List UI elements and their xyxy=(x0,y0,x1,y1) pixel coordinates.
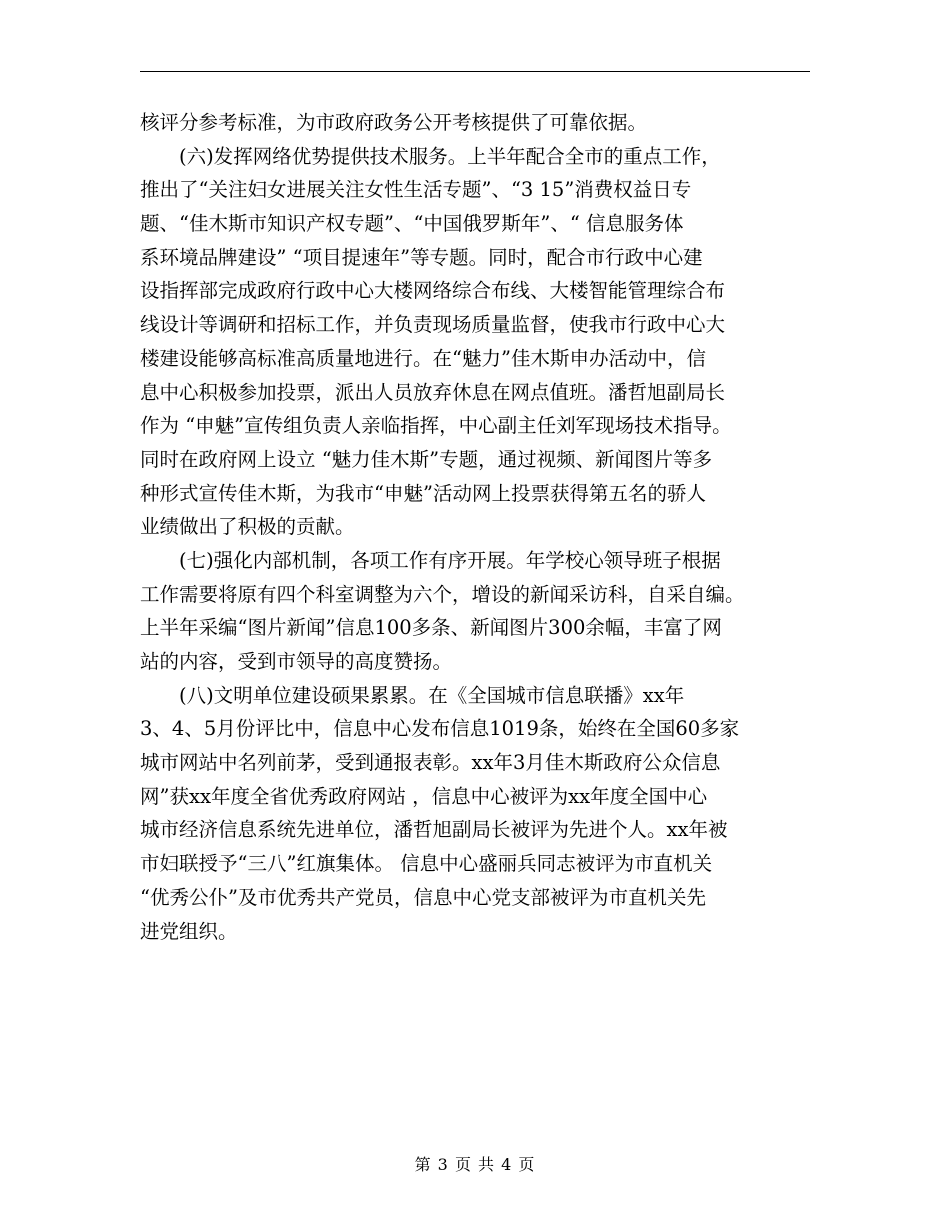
page-footer: 第 3 页 共 4 页 xyxy=(414,1155,536,1174)
text-line: 息中心积极参加投票，派出人员放弃休息在网点值班。潘哲旭副局长 xyxy=(140,380,726,404)
text-line: 推出了“关注妇女进展关注女性生活专题”、“3 15”消费权益日专 xyxy=(140,178,692,202)
text-line: 系环境品牌建设” “项目提速年”等专题。同时，配合市行政中心建 xyxy=(140,245,703,269)
text-line: 作为 “申魅”宣传组负责人亲临指挥，中心副主任刘军现场技术指导。 xyxy=(140,414,732,438)
text-line: 工作需要将原有四个科室调整为六个，增设的新闻采访科，自采自编。 xyxy=(140,582,745,606)
text-line: 城市经济信息系统先进单位，潘哲旭副局长被评为先进个人。xx年被 xyxy=(140,818,728,842)
text-line: 题、“佳木斯市知识产权专题”、“中国俄罗斯年”、“ 信息服务体 xyxy=(140,212,684,236)
text-line: 种形式宣传佳木斯，为我市“申魅”活动网上投票获得第五名的骄人 xyxy=(140,481,706,505)
header-rule xyxy=(140,71,810,72)
text-line: 3、4、5月份评比中，信息中心发布信息1019条，始终在全国60多家 xyxy=(140,717,740,741)
text-line: 市妇联授予“三八”红旗集体。 信息中心盛丽兵同志被评为市直机关 xyxy=(140,852,713,876)
text-line: 线设计等调研和招标工作，并负责现场质量监督，使我市行政中心大 xyxy=(140,313,726,337)
text-line: 设指挥部完成政府行政中心大楼网络综合布线、大楼智能管理综合布 xyxy=(140,279,726,303)
text-line: (六)发挥网络优势提供技术服务。上半年配合全市的重点工作， xyxy=(140,144,721,168)
text-line: 上半年采编“图片新闻”信息100多条、新闻图片300余幅，丰富了网 xyxy=(140,616,722,640)
text-line: 进党组织。 xyxy=(140,919,238,943)
document-body xyxy=(140,106,840,948)
text-line: 城市网站中名列前茅，受到通报表彰。xx年3月佳木斯政府公众信息 xyxy=(140,751,721,775)
text-line: 核评分参考标准，为市政府政务公开考核提供了可靠依据。 xyxy=(140,111,648,134)
text-line: 站的内容，受到市领导的高度赞扬。 xyxy=(140,650,453,673)
text-line: 网”获xx年度全省优秀政府网站 ，信息中心被评为xx年度全国中心 xyxy=(140,784,708,808)
text-line: 同时在政府网上设立 “魅力佳木斯”专题，通过视频、新闻图片等多 xyxy=(140,447,713,471)
text-line: 业绩做出了积极的贡献。 xyxy=(140,515,355,539)
text-line: “优秀公仆”及市优秀共产党员，信息中心党支部被评为市直机关先 xyxy=(140,885,706,909)
text-line: (七)强化内部机制，各项工作有序开展。年学校心领导班子根据 xyxy=(140,548,721,572)
text-line: 楼建设能够高标准高质量地进行。在“魅力”佳木斯申办活动中，信 xyxy=(140,346,706,370)
text-line: (八)文明单位建设硕果累累。在《全国城市信息联播》xx年 xyxy=(140,683,685,707)
